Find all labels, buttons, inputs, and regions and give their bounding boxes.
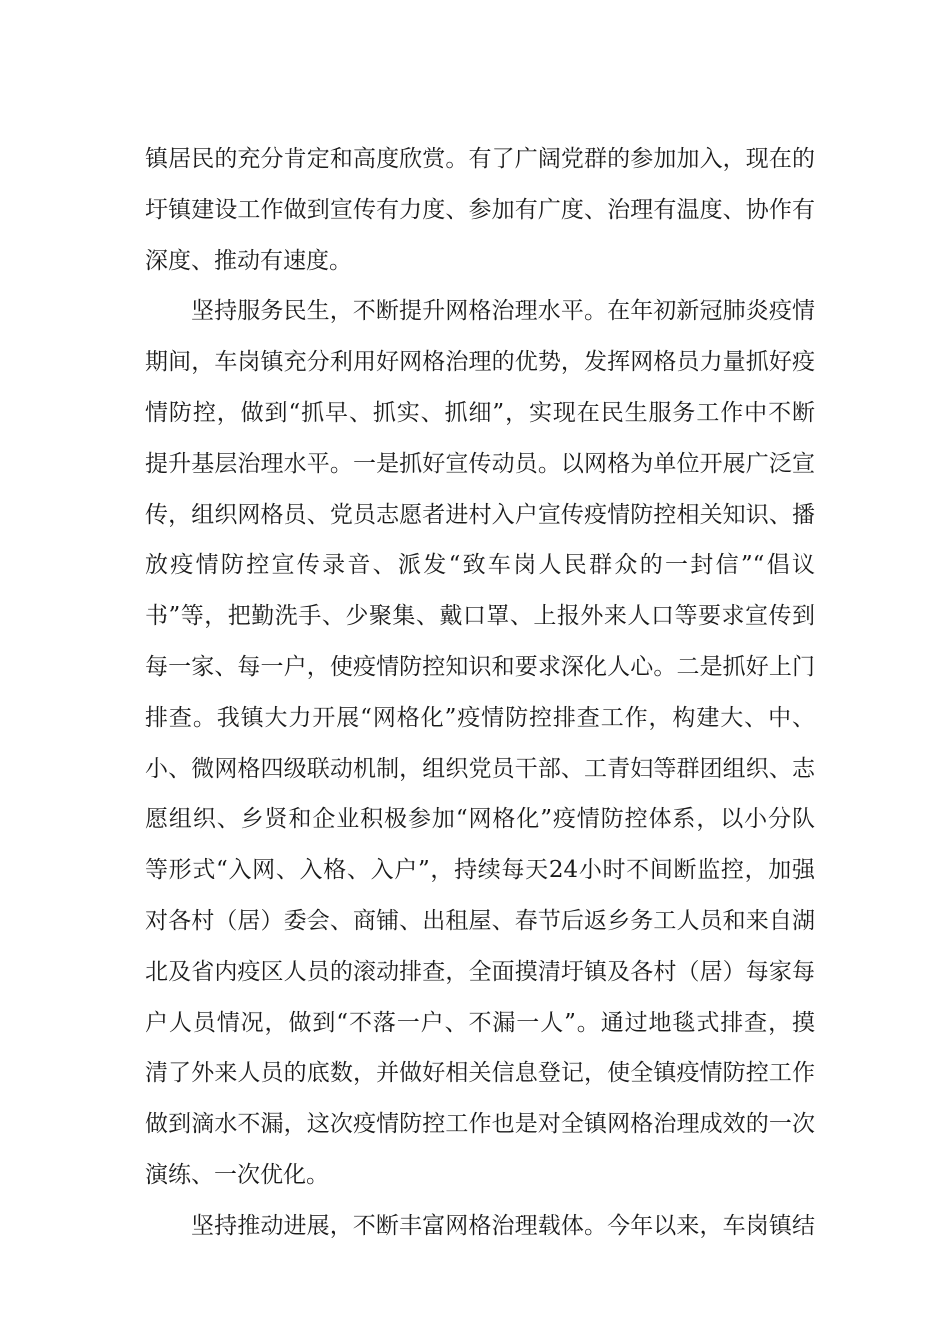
text-line: 传，组织网格员、党员志愿者进村入户宣传疫情防控相关知识、播 (145, 501, 815, 528)
text-line: 坚持推动进展，不断丰富网格治理载体。今年以来，车岗镇结 (191, 1212, 815, 1239)
text-line: 期间，车岗镇充分利用好网格治理的优势，发挥网格员力量抓好疫 (145, 349, 815, 376)
text-line: 对各村（居）委会、商铺、出租屋、春节后返乡务工人员和来自湖 (145, 907, 815, 934)
text-line: 圩镇建设工作做到宣传有力度、参加有广度、治理有温度、协作有 (145, 196, 815, 223)
text-line: 清了外来人员的底数，并做好相关信息登记，使全镇疫情防控工作 (145, 1060, 815, 1087)
text-line: 户人员情况，做到“不落一户、不漏一人”。通过地毯式排查，摸 (145, 1009, 815, 1036)
text-line: 提升基层治理水平。一是抓好宣传动员。以网格为单位开展广泛宣 (145, 450, 815, 477)
text-line: 坚持服务民生，不断提升网格治理水平。在年初新冠肺炎疫情 (191, 298, 815, 325)
text-line: 小、微网格四级联动机制，组织党员干部、工青妇等群团组织、志 (145, 755, 815, 782)
text-line: 演练、一次优化。 (145, 1161, 329, 1188)
text-line: 书”等，把勤洗手、少聚集、戴口罩、上报外来人口等要求宣传到 (145, 603, 815, 630)
text-line: 愿组织、乡贤和企业积极参加“网格化”疫情防控体系，以小分队 (145, 806, 815, 833)
text-line: 情防控，做到“抓早、抓实、抓细”，实现在民生服务工作中不断 (145, 399, 815, 426)
text-line: 做到滴水不漏，这次疫情防控工作也是对全镇网格治理成效的一次 (145, 1111, 815, 1138)
body-text (145, 134, 815, 1252)
text-line: 镇居民的充分肯定和高度欣赏。有了广阔党群的参加加入，现在的 (145, 146, 815, 172)
text-line: 每一家、每一户，使疫情防控知识和要求深化人心。二是抓好上门 (145, 653, 815, 680)
text-line: 排查。我镇大力开展“网格化”疫情防控排查工作，构建大、中、 (145, 704, 815, 731)
text-line: 深度、推动有速度。 (145, 247, 352, 274)
text-line: 放疫情防控宣传录音、派发“致车岗人民群众的一封信”“倡议 (145, 552, 815, 579)
text-line: 等形式“入网、入格、入户”，持续每天24小时不间断监控，加强 (145, 857, 815, 884)
text-line: 北及省内疫区人员的滚动排查，全面摸清圩镇及各村（居）每家每 (145, 958, 815, 985)
